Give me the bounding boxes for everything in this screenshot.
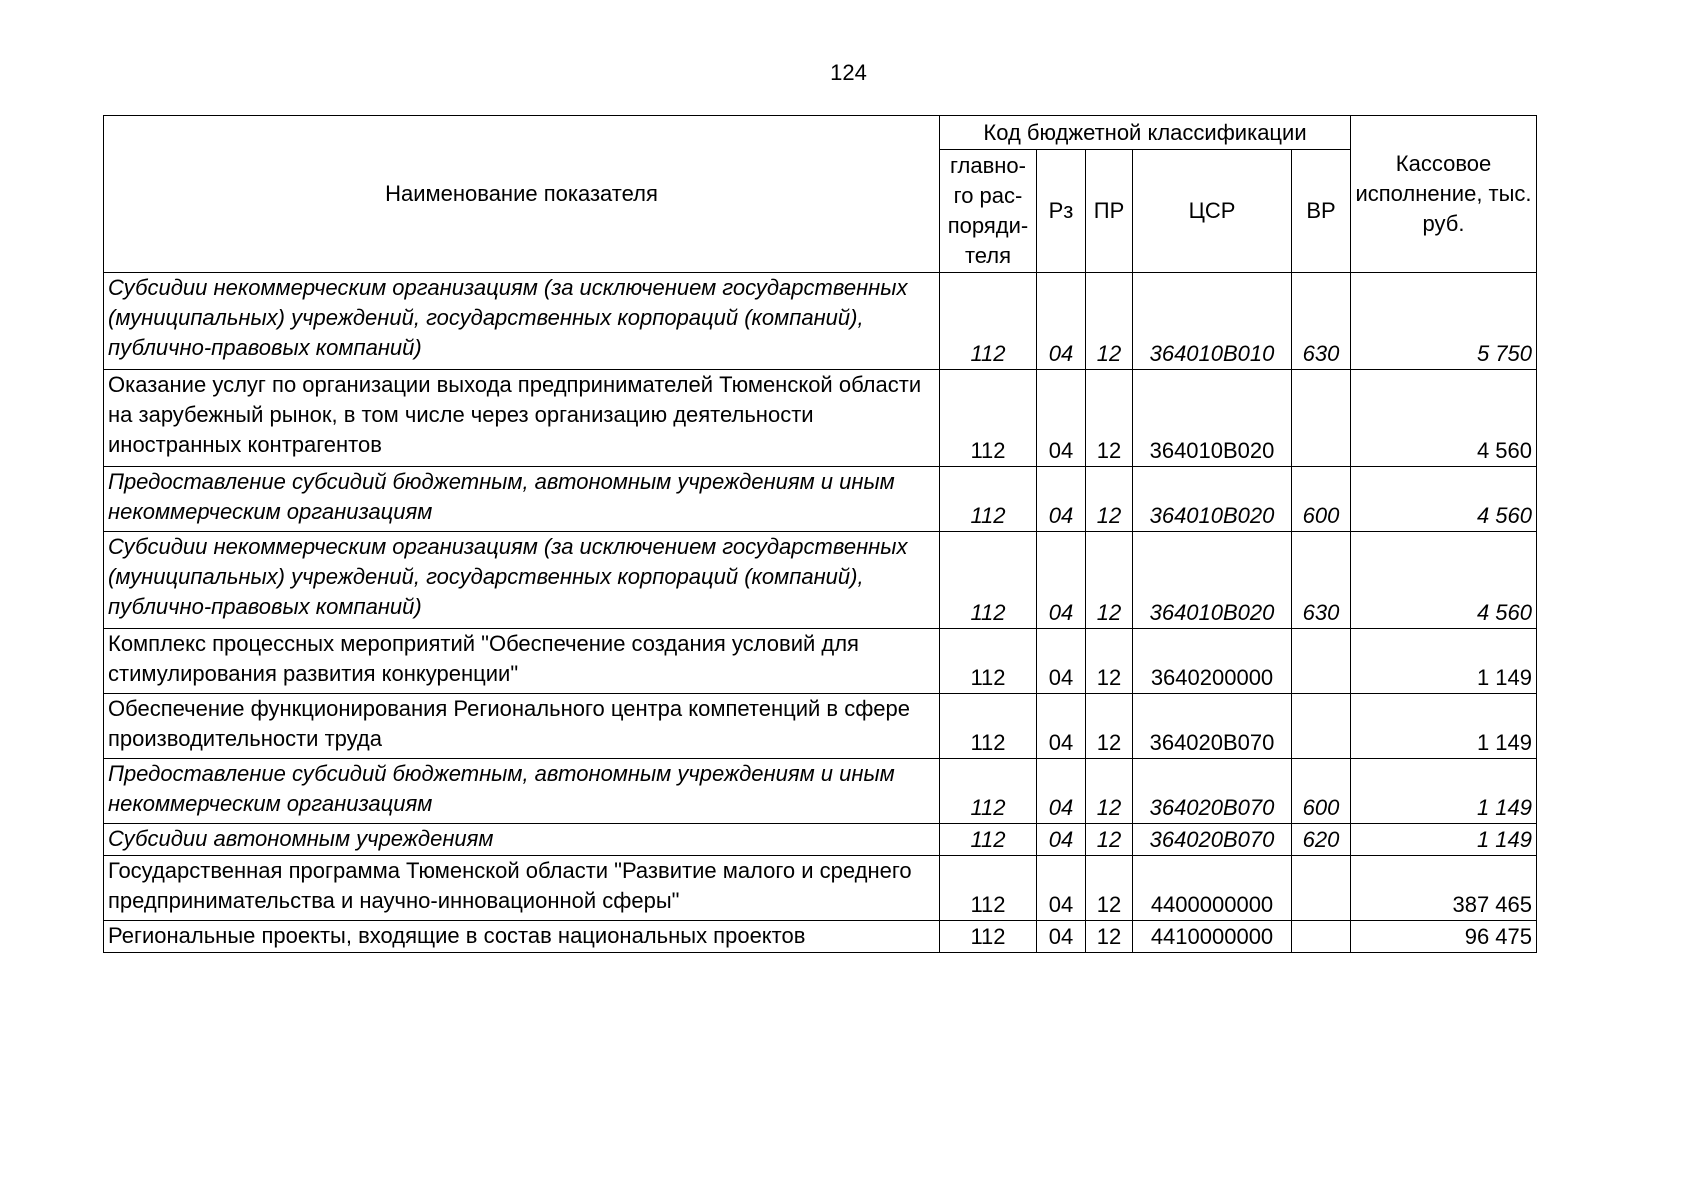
row-amount: 4 560 [1351,532,1537,629]
row-name: Обеспечение функционирования Регионального центра компетенций в сфере производительности труда [104,694,940,759]
row-name: Оказание услуг по организации выхода предпринимателей Тюменской области на зарубежный рынок, в том числе через организацию деятельности иностранных контрагентов [104,370,940,467]
table-row [104,629,1537,694]
row-amount: 1 149 [1351,824,1537,856]
row-csr: 364020В070 [1133,759,1292,824]
row-pr: 12 [1086,370,1133,467]
row-pr: 12 [1086,856,1133,921]
row-pr: 12 [1086,921,1133,953]
row-pr: 12 [1086,694,1133,759]
row-pr: 12 [1086,532,1133,629]
row-vr [1292,694,1351,759]
row-rz: 04 [1037,467,1086,532]
row-rz: 04 [1037,370,1086,467]
row-grbs: 112 [940,694,1037,759]
row-pr: 12 [1086,824,1133,856]
row-name: Предоставление субсидий бюджетным, автономным учреждениям и иным некоммерческим организациям [104,467,940,532]
row-vr: 630 [1292,532,1351,629]
row-csr: 4410000000 [1133,921,1292,953]
row-rz: 04 [1037,629,1086,694]
row-csr: 364010В020 [1133,467,1292,532]
row-grbs: 112 [940,759,1037,824]
row-vr [1292,921,1351,953]
header-grbs: главно-го рас-поряди-теля [940,150,1037,273]
row-name: Субсидии некоммерческим организациям (за исключением государственных (муниципальных) учреждений, государственных корпораций (компаний), публично-правовых компаний) [104,273,940,370]
row-csr: 364020В070 [1133,824,1292,856]
row-rz: 04 [1037,273,1086,370]
header-csr: ЦСР [1133,150,1292,273]
row-vr [1292,856,1351,921]
row-grbs: 112 [940,824,1037,856]
row-name: Региональные проекты, входящие в состав национальных проектов [104,921,940,953]
row-name: Комплекс процессных мероприятий "Обеспечение создания условий для стимулирования развития конкуренции" [104,629,940,694]
header-vr: ВР [1292,150,1351,273]
row-rz: 04 [1037,824,1086,856]
row-grbs: 112 [940,921,1037,953]
row-vr: 600 [1292,467,1351,532]
row-csr: 4400000000 [1133,856,1292,921]
header-amount: Кассовое исполнение, тыс. руб. [1351,116,1537,273]
row-csr: 364010В010 [1133,273,1292,370]
table-row [104,532,1537,629]
row-vr [1292,629,1351,694]
row-amount: 1 149 [1351,759,1537,824]
row-grbs: 112 [940,370,1037,467]
header-pr: ПР [1086,150,1133,273]
row-grbs: 112 [940,532,1037,629]
row-amount: 5 750 [1351,273,1537,370]
header-rz: Рз [1037,150,1086,273]
row-rz: 04 [1037,856,1086,921]
row-pr: 12 [1086,629,1133,694]
table-row [104,856,1537,921]
row-csr: 3640200000 [1133,629,1292,694]
header-name: Наименование показателя [104,116,940,273]
table-row [104,694,1537,759]
row-amount: 4 560 [1351,467,1537,532]
row-rz: 04 [1037,532,1086,629]
row-vr [1292,370,1351,467]
row-vr: 620 [1292,824,1351,856]
row-csr: 364020В070 [1133,694,1292,759]
row-grbs: 112 [940,467,1037,532]
row-amount: 1 149 [1351,694,1537,759]
row-pr: 12 [1086,759,1133,824]
row-vr: 600 [1292,759,1351,824]
row-amount: 387 465 [1351,856,1537,921]
table-row [104,370,1537,467]
table-row [104,273,1537,370]
row-rz: 04 [1037,921,1086,953]
row-name: Государственная программа Тюменской области "Развитие малого и среднего предпринимательства и научно-инновационной сферы" [104,856,940,921]
row-vr: 630 [1292,273,1351,370]
row-amount: 1 149 [1351,629,1537,694]
row-grbs: 112 [940,629,1037,694]
row-grbs: 112 [940,273,1037,370]
table-row [104,467,1537,532]
table-row [104,759,1537,824]
row-name: Предоставление субсидий бюджетным, автономным учреждениям и иным некоммерческим организациям [104,759,940,824]
row-amount: 4 560 [1351,370,1537,467]
budget-table [103,115,1537,953]
row-csr: 364010В020 [1133,532,1292,629]
row-pr: 12 [1086,273,1133,370]
row-amount: 96 475 [1351,921,1537,953]
table-row [104,921,1537,953]
row-name: Субсидии автономным учреждениям [104,824,940,856]
row-csr: 364010В020 [1133,370,1292,467]
row-pr: 12 [1086,467,1133,532]
page-number: 124 [830,60,867,85]
row-rz: 04 [1037,759,1086,824]
table-row [104,824,1537,856]
row-grbs: 112 [940,856,1037,921]
row-name: Субсидии некоммерческим организациям (за исключением государственных (муниципальных) учреждений, государственных корпораций (компаний), публично-правовых компаний) [104,532,940,629]
header-budget-code-group: Код бюджетной классификации [940,116,1351,150]
row-rz: 04 [1037,694,1086,759]
